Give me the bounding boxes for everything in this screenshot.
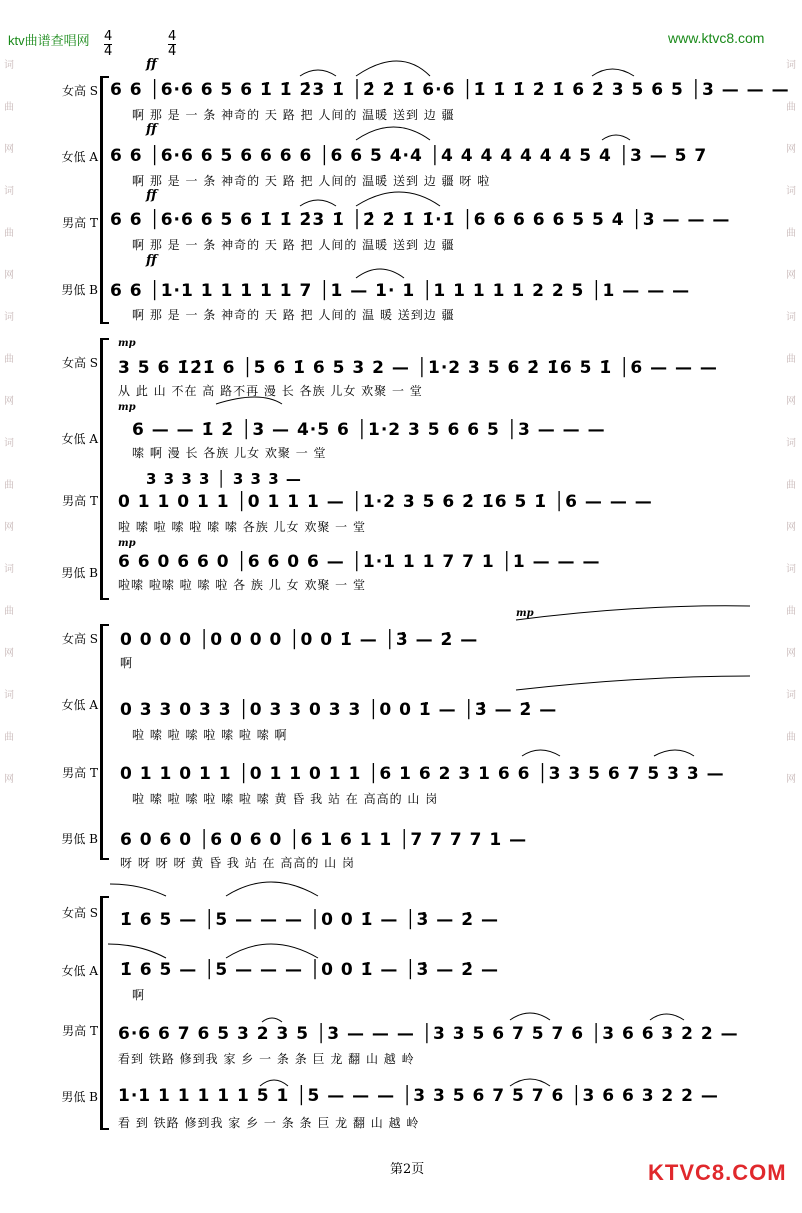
lyrics-t-3: 啦 嗦 啦 嗦 啦 嗦 啦 嗦 黄 昏 我 站 在 高高的 山 岗	[132, 792, 439, 806]
site-watermark-right: www.ktvc8.com	[668, 30, 765, 46]
dynamic-mp: mp	[118, 338, 136, 349]
voice-label-t: 男高 T	[62, 1024, 98, 1038]
notes-t-2: 0 1 1 0 1 1 │0 1 1 1 — │1·2 3 5 6 2̇ 1̇6 5 1̇ │6 — — —	[118, 492, 653, 512]
notes-a-2: 6 — — 1̇ 2̇ │3 — 4·5 6 │1·2 3 5 6 6 5 │3 — — —	[132, 420, 606, 440]
dynamic-mp: mp	[516, 608, 534, 619]
notes-b-4: 1·1 1 1 1 1 1 5 1 │5 — — — │3 3 5 6 7 5 7 6 │3 6 6 3 2 2 —	[118, 1086, 719, 1106]
notes-t-1: 6 6 │6·6 6 5 6 1̇ 1̇ 2̇3 1̇ │2̇ 2̇ 1̇ 1̇·1̇ │6 6 6 6 6 5 5 4 │3 — — —	[110, 210, 731, 230]
lyrics-b-3: 呀 呀 呀 呀 黄 昏 我 站 在 高高的 山 岗	[120, 856, 355, 870]
dynamic-mp: mp	[118, 538, 136, 549]
time-signature-second: 4 4	[168, 29, 177, 59]
site-logo: KTVC8.COM	[648, 1160, 787, 1185]
notes-a-4: 1̇ 6 5 — │5 — — — │0 0 1̇ — │3̇ — 2̇ —	[120, 960, 499, 980]
lyrics-a-3: 啦 嗦 啦 嗦 啦 嗦 啦 嗦 啊	[132, 728, 288, 742]
dynamic-ff: ff	[146, 122, 157, 137]
notes-s-4: 1̇ 6 5 — │5 — — — │0 0 1̇ — │3̇ — 2̇ —	[120, 910, 499, 930]
notes-a-3: 0 3 3 0 3 3 │0 3 3 0 3 3 │0 0 1̇ — │3̇ — 2̇ —	[120, 700, 558, 720]
voice-label-s: 女高 S	[61, 632, 98, 646]
side-watermark-left: 词 曲 网 词 曲 网 词 曲 网 词 曲 网 词 曲 网 词 曲 网	[4, 60, 14, 785]
voice-label-b: 男低 B	[61, 283, 98, 297]
notes-s-3: 0 0 0 0 │0 0 0 0 │0 0 1̇ — │3̇ — 2̇ —	[120, 630, 479, 650]
lyrics-t-4: 看到 铁路 修到我 家 乡 一 条 条 巨 龙 翻 山 越 岭	[118, 1052, 415, 1066]
notes-b-3: 6 0 6 0 │6 0 6 0 │6 1 6 1 1 │7 7 7 7 1 —	[120, 830, 528, 850]
voice-label-b: 男低 B	[61, 1090, 98, 1104]
voice-label-a: 女低 A	[61, 432, 98, 446]
voice-label-s: 女高 S	[61, 356, 98, 370]
notes-b-1: 6 6 │1·1 1 1 1 1 1 7 │1 — 1· 1 │1 1 1 1 1 2 2 5 │1 — — —	[110, 281, 691, 301]
notes-a-1: 6 6 │6·6 6 5 6 6 6 6 │6 6 5 4·4 │4 4 4 4 4 4 4 5 4 │3 — 5 7	[110, 146, 708, 166]
voice-label-t: 男高 T	[62, 766, 98, 780]
voice-label-s: 女高 S	[61, 84, 98, 98]
lyrics-s-1: 啊 那 是 一 条 神奇的 天 路 把 人间的 温暖 送到 边 疆	[132, 108, 455, 122]
lyrics-a-2: 嗦 啊 漫 长 各族 儿女 欢聚 一 堂	[132, 446, 327, 460]
voice-label-t: 男高 T	[62, 494, 98, 508]
notes-t-3: 0 1 1 0 1 1 │0 1 1 0 1 1 │6 1 6 2 3 1 6 6 │3 3 5 6 7 5 3 3 —	[120, 764, 725, 784]
voice-label-a: 女低 A	[61, 698, 98, 712]
notes-t-2-upper: 3 3 3 3 │ 3 3 3 —	[146, 470, 302, 488]
notes-t-4: 6·6 6 7 6 5 3 2 3 5 │3 — — — │3 3 5 6 7 5 7 6 │3 6 6 3 2 2 —	[118, 1024, 739, 1044]
dynamic-mp: mp	[118, 402, 136, 413]
dynamic-ff: ff	[146, 57, 157, 72]
page-number: 第2页	[390, 1162, 425, 1177]
lyrics-t-1: 啊 那 是 一 条 神奇的 天 路 把 人间的 温暖 送到 边 疆	[132, 238, 455, 252]
dynamic-ff: ff	[146, 188, 157, 203]
notes-s-1: 6 6 │6·6 6 5 6 1̇ 1̇ 2̇3 1̇ │2̇ 2̇ 1̇ 6·6 │1̇ 1̇ 1̇ 2̇ 1̇ 6 2̇ 3 5 6 5 │3 — — —	[110, 80, 790, 100]
voice-label-t: 男高 T	[62, 216, 98, 230]
time-signature-first: 4 4	[104, 29, 113, 59]
lyrics-b-2: 啦嗦 啦嗦 啦 嗦 啦 各 族 儿 女 欢聚 一 堂	[118, 578, 366, 592]
voice-label-a: 女低 A	[61, 964, 98, 978]
dynamic-ff: ff	[146, 253, 157, 268]
lyrics-a-1: 啊 那 是 一 条 神奇的 天 路 把 人间的 温暖 送到 边 疆 呀 啦	[132, 174, 491, 188]
lyrics-b-1: 啊 那 是 一 条 神奇的 天 路 把 人间的 温 暖 送到边 疆	[132, 308, 455, 322]
lyrics-a-4: 啊	[132, 988, 146, 1002]
site-watermark-left: ktv曲谱查唱网	[8, 33, 90, 48]
voice-label-b: 男低 B	[61, 566, 98, 580]
notes-b-2: 6 6 0 6 6 0 │6 6 0 6 — │1·1 1 1 7 7 1 │1 — — —	[118, 552, 601, 572]
notes-s-2: 3 5 6 1̇2̇1̇ 6 │5 6 1̇ 6 5 3 2 — │1·2 3 5 6 2̇ 1̇6 5 1̇ │6 — — —	[118, 358, 718, 378]
lyrics-s-3: 啊	[120, 656, 134, 670]
lyrics-s-2: 从 此 山 不在 高 路不再 漫 长 各族 儿女 欢聚 一 堂	[118, 384, 423, 398]
lyrics-t-2: 啦 嗦 啦 嗦 啦 嗦 嗦 各族 儿女 欢聚 一 堂	[118, 520, 366, 534]
voice-label-a: 女低 A	[61, 150, 98, 164]
side-watermark-right: 词 曲 网 词 曲 网 词 曲 网 词 曲 网 词 曲 网 词 曲 网	[786, 60, 796, 785]
voice-label-s: 女高 S	[61, 906, 98, 920]
lyrics-b-4: 看 到 铁路 修到我 家 乡 一 条 条 巨 龙 翻 山 越 岭	[118, 1116, 420, 1130]
voice-label-b: 男低 B	[61, 832, 98, 846]
